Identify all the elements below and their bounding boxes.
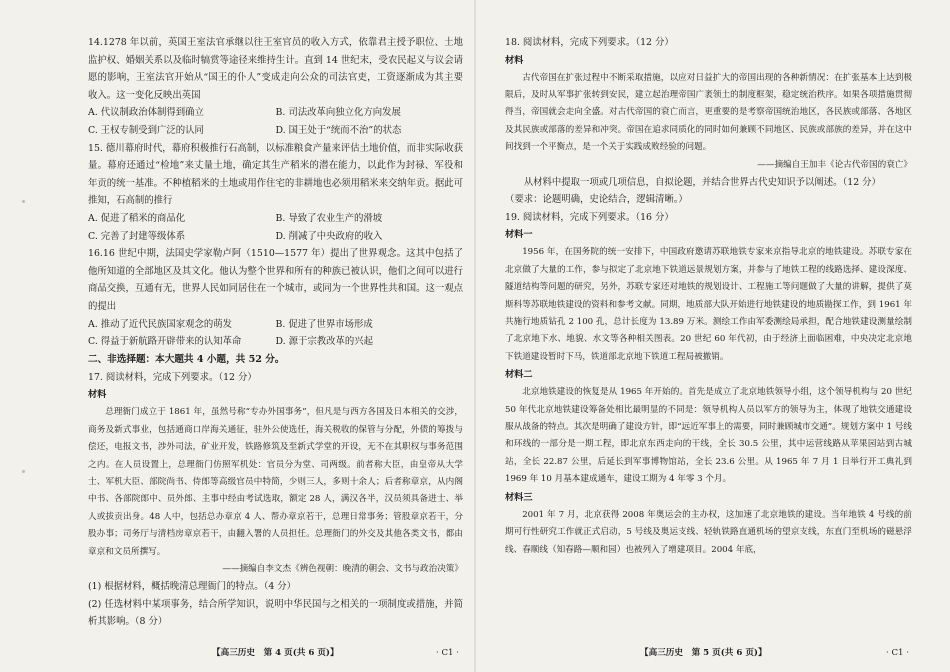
page-mark-left: · C1 · bbox=[436, 648, 459, 658]
option-d: D. 源于宗教改革的兴起 bbox=[275, 336, 374, 348]
question-16 bbox=[88, 245, 463, 351]
material-3-label: 材料三 bbox=[505, 491, 533, 503]
question-requirement: （要求：论题明确，史论结合，逻辑清晰。） bbox=[505, 194, 688, 206]
option-d: D. 国王处于“统而不治”的状态 bbox=[275, 124, 402, 136]
options bbox=[88, 104, 463, 139]
option-d: D. 削减了中央政府的收入 bbox=[275, 230, 383, 242]
right-page bbox=[475, 0, 950, 672]
question-17 bbox=[88, 369, 463, 631]
material-2-label: 材料二 bbox=[505, 369, 533, 381]
options bbox=[88, 316, 463, 351]
question-stem: 18. 阅读材料，完成下列要求。（12 分） bbox=[505, 37, 674, 48]
option-a: A. 推动了近代民族国家观念的萌发 bbox=[88, 318, 232, 330]
question-18 bbox=[505, 34, 912, 209]
option-c: C. 王权专制受到广泛的认同 bbox=[88, 124, 204, 136]
question-stem: 19. 阅读材料，完成下列要求。（16 分） bbox=[505, 211, 674, 223]
question-14 bbox=[88, 34, 463, 140]
material-text: 总理衙门成立于 1861 年，虽然号称“专办外国事务”，但凡是与西方各国及日本相关的交涉，商务及新式事业，包括通商口岸海关通征，驻外公使选任，海关税收的保管与分配，外债的筹拨与偿还，电报文书，涉外司法，矿业开发，铁路修筑及至新式学堂的开设，无不在其职权与事务范围之内。在人员设置上，总理衙门仿照军机处：官员分为堂、司两级。前者称大臣，由皇帝从大学士、军机大臣、部院尚书、侍郎等高级官员中特简，少则三人，多则十余人；后者称章京，从内阁中书、各部院郎中、员外郎、主事中经由考试选取，额定 28 人，满汉各半，汉员须具备进士、举人或拔贡出身。48 人中，包括总办章京 4 人、帮办章京若干，总理日常事务；管股章京若干，分股办事；司务厅与清档房章京若干，由翻入署的人员担任。总理衙门的外交及其他各类文书，都由章京和文员所撰写。 bbox=[88, 407, 463, 557]
material-source: ——摘编自李文杰《辨色视朝：晚清的朝会、文书与政治决策》 bbox=[222, 563, 463, 574]
material-1-text: 1956 年，在国务院的统一安排下，中国政府邀请苏联地铁专家来京指导北京的地铁建设。苏联专家在北京做了大量的工作，参与拟定了北京地下铁道远景规划方案，并参与了地铁工程的线路选择、建设深度、隧道结构等问题的研究，另外，苏联专家还对地铁的规划设计、工程施工等问题做了大量的讲解，提供了莫斯科等苏联地铁建设的资料和参考文献。同期，地质部大队开始进行地铁建设的地质勘探工作，到 1961 年共施行地质钻孔 2 100 孔，总计长度为 13.89 万米。测绘工作由军委测绘局承担，配合地铁建设测量绘制了北京地下水、地貌、水文等各种相关图表。20 世纪 60 年代初，由于经济上面临困难，中央决定北京地下铁道建设暂时下马，铁道部北京地下铁道工程局被撤销。 bbox=[505, 247, 912, 362]
material-2-text: 北京地铁建设的恢复是从 1965 年开始的。首先是成立了北京地铁领导小组，这个领导机构与 20 世纪 50 年代北京地铁建设筹备处相比最明显的不同是：领导机构人员以军方的领导为主，体现了地铁交通建设服从战备的特点。其次是明确了建设方针，即“远近军事上的需要，同时兼顾城市交通”。规划方案中 1 号线和环线的一部分是一期工程，即北京东西走向的干线，全长 30.5 公里，其中运营线路从苹果园站到古城站，全长 22.87 公里，后延长到军事博物馆站，全长 23.6 公里。从 1965 年 7 月 1 日举行开工典礼到 1969 年 10 月基本建成通车，建设工期为 4 年零 3 个月。 bbox=[505, 387, 912, 485]
options bbox=[88, 210, 463, 245]
material-3-text: 2001 年 7 月，北京获得 2008 年奥运会的主办权，这加速了北京地铁的建设。当年地铁 4 号线的前期可行性研究工作就正式启动，5 号线及奥运支线、轻轨铁路直通机场的望京支线，东直门至机场的磁悬浮线、春顺线（知春路—顺和园）也被列入了增建项目。2004 年底， bbox=[505, 509, 912, 555]
option-c: C. 得益于新航路开辟带来的认知革命 bbox=[88, 336, 242, 348]
option-a: A. 促进了稻米的商品化 bbox=[88, 212, 186, 224]
page-footer-left: 【高三历史 第 4 页(共 6 页)】 bbox=[212, 648, 339, 658]
material-label: 材料 bbox=[88, 389, 107, 401]
question-task: 从材料中提取一项或几项信息，自拟论题，并结合世界古代史知识予以阐述。（12 分） bbox=[523, 176, 881, 188]
option-b: B. 促进了世界市场形成 bbox=[275, 318, 373, 330]
sub-question-1: (1) 根据材料，概括晚清总理衙门的特点。（4 分） bbox=[88, 580, 297, 592]
question-stem: 17. 阅读材料，完成下列要求。（12 分） bbox=[88, 371, 257, 383]
option-b: B. 导致了农业生产的滑坡 bbox=[275, 212, 383, 224]
material-source: ——摘编自王加丰《论古代帝国的衰亡》 bbox=[757, 159, 912, 170]
page-mark-right: · C1 · bbox=[886, 648, 909, 658]
question-stem: 16.16 世纪中期，法国史学家勒卢阿（1510—1577 年）提出了世界观念。这其中包括了他所知道的全部地区及其文化。他认为整个世界和所有的种族已被认识，他们之间可以进行商品交换，互通有无，世界人民如同居住在一个城市，或同为一个世界性共和国。这一观点的提出 bbox=[88, 248, 464, 312]
question-15 bbox=[88, 140, 463, 246]
material-1-label: 材料一 bbox=[505, 229, 533, 241]
question-stem: 14.1278 年以前，英国王室法官承继以往王室官员的收入方式，依靠君主授予职位、土地监护权、婚姻关系以及临时犒赏等途径来维持生计。直到 14 世纪末，受农民起义与议会请愿的影响，王室法官开始从“国王的仆人”变成走向公众的司法官吏，工资逐渐成为其主要收入。这一变化反映出英国 bbox=[88, 37, 463, 101]
option-a: A. 代议制政治体制得到确立 bbox=[88, 107, 204, 119]
option-b: B. 司法改革向独立化方向发展 bbox=[275, 107, 401, 119]
material-text: 古代帝国在扩张过程中不断采取措施，以应对日益扩大的帝国出现的各种新情况：在扩张基本上达到极限后，及时从军事扩张转到安民，建立起治理帝国广袤领土的制度框架，稳定统治秩序。如果各项措施贯彻得当，帝国就会走向全盛。对古代帝国的衰亡而言，更重要的是考察帝国统治地区，各民族或部落、各地区及其民族或部落的差异和冲突。帝国在追求同质化的同时如何兼顾不同地区、民族或部族的差异，并在这中间找到一个平衡点，是一个关于实践成败经验的问题。 bbox=[505, 72, 912, 153]
section-heading: 二、非选择题：本大题共 4 小题，共 52 分。 bbox=[88, 353, 285, 365]
material-label: 材料 bbox=[505, 54, 524, 66]
question-19 bbox=[505, 209, 912, 559]
page-footer-right: 【高三历史 第 5 页(共 6 页)】 bbox=[640, 648, 767, 658]
question-stem: 15. 德川幕府时代，幕府积极推行石高制，以标准粮食产量来评估土地价值，而非实际收获量。幕府还通过“检地”来丈量土地，确定其生产稻米的潜在能力，以此作为封禄、军役和年贡的统一基准。不种植稻米的土地或用作住宅的非耕地也必须用稻米来交纳年贡。据此可推知，石高制的推行 bbox=[88, 142, 464, 207]
sub-question-2: (2) 任选材料中某项事务，结合所学知识，说明中华民国与之相关的一项制度或措施，并简析其影响。（8 分） bbox=[88, 598, 463, 628]
option-c: C. 完善了封建等级体系 bbox=[88, 230, 186, 242]
